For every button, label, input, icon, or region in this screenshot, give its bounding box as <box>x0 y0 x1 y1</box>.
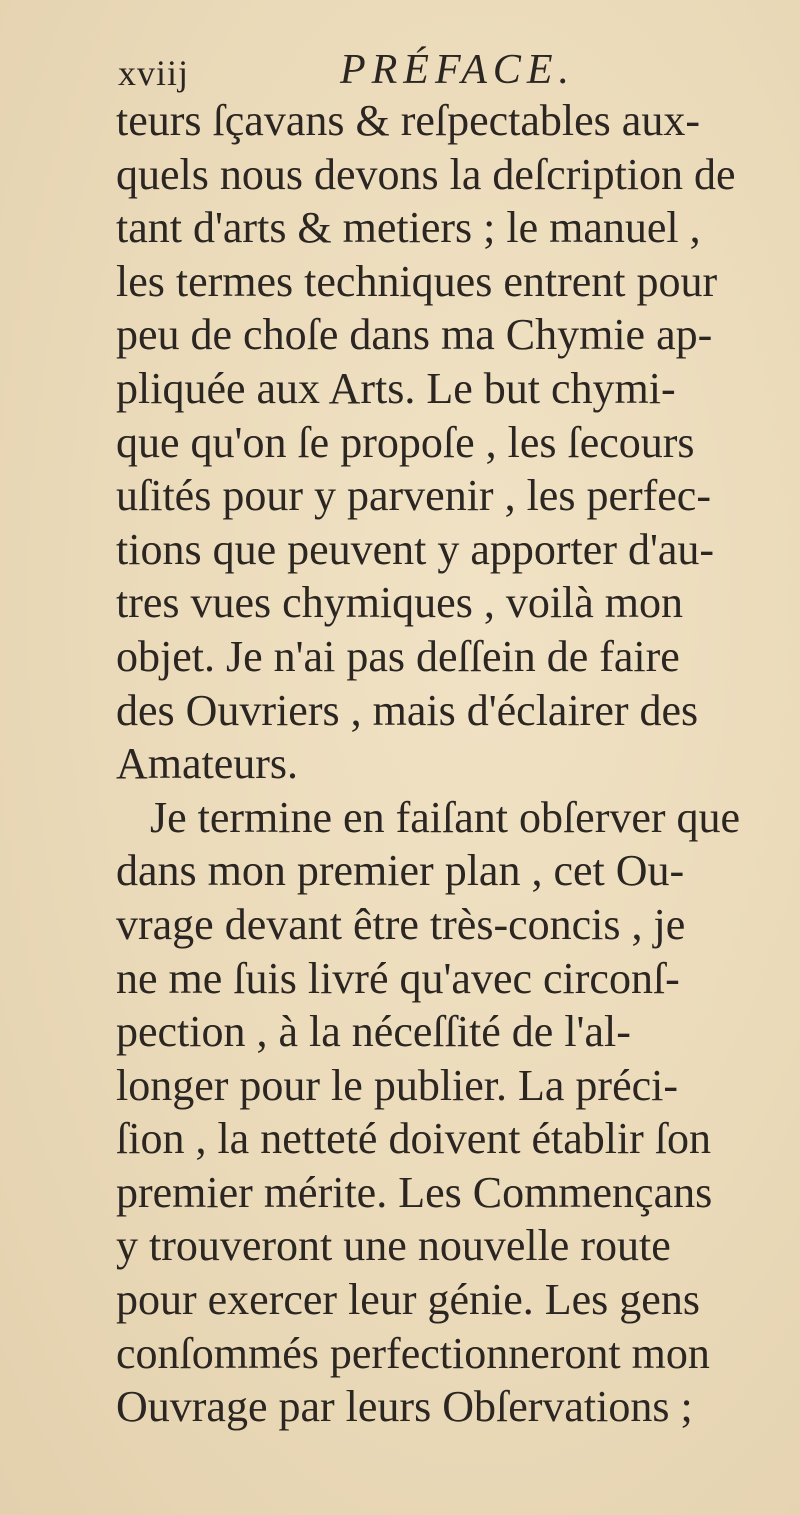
text-line: y trouveront une nouvelle route <box>116 1221 671 1271</box>
text-line: ſion , la netteté doivent établir ſon <box>116 1114 712 1164</box>
text-line: que qu'on ſe propoſe , les ſecours <box>116 417 695 467</box>
text-line: pection , à la néceſſité de l'al- <box>116 1007 631 1057</box>
text-line: uſités pour y parvenir , les perfec- <box>116 471 711 521</box>
text-line: teurs ſçavans & reſpectables aux- <box>116 96 700 145</box>
text-line: tres vues chymiques , voilà mon <box>116 578 684 628</box>
page-header <box>118 40 678 100</box>
text-line: dans mon premier plan , cet Ou- <box>116 846 685 896</box>
page-number: xviij <box>118 53 190 93</box>
text-line: ne me ſuis livré qu'avec circonſ- <box>116 953 680 1003</box>
text-line: des Ouvriers , mais d'éclairer des <box>116 685 699 735</box>
text-line: Amateurs. <box>116 739 299 789</box>
text-line: longer pour le publier. La préci- <box>116 1060 679 1110</box>
text-line: tant d'arts & metiers ; le manuel , <box>116 203 701 253</box>
text-line: pour exercer leur génie. Les gens <box>116 1275 700 1325</box>
paragraph-first-line: Je termine en faiſant obſerver que <box>150 792 741 842</box>
text-line: les termes techniques entrent pour <box>116 256 718 306</box>
text-line: objet. Je n'ai pas deſſein de faire <box>116 631 680 681</box>
text-line: quels nous devons la deſcription de <box>116 149 736 199</box>
text-line: vrage devant être très-concis , je <box>116 899 686 949</box>
text-line: peu de choſe dans ma Chymie ap- <box>116 310 713 360</box>
text-line: Ouvrage par leurs Obſervations ; <box>116 1382 693 1432</box>
text-line: tions que peuvent y apporter d'au- <box>116 524 715 574</box>
body-text <box>116 94 796 1434</box>
text-line: pliquée aux Arts. Le but chymi- <box>116 363 676 413</box>
text-line: conſommés perfectionneront mon <box>116 1328 710 1378</box>
running-head: PRÉFACE. <box>340 47 576 93</box>
text-line: premier mérite. Les Commençans <box>116 1167 713 1217</box>
